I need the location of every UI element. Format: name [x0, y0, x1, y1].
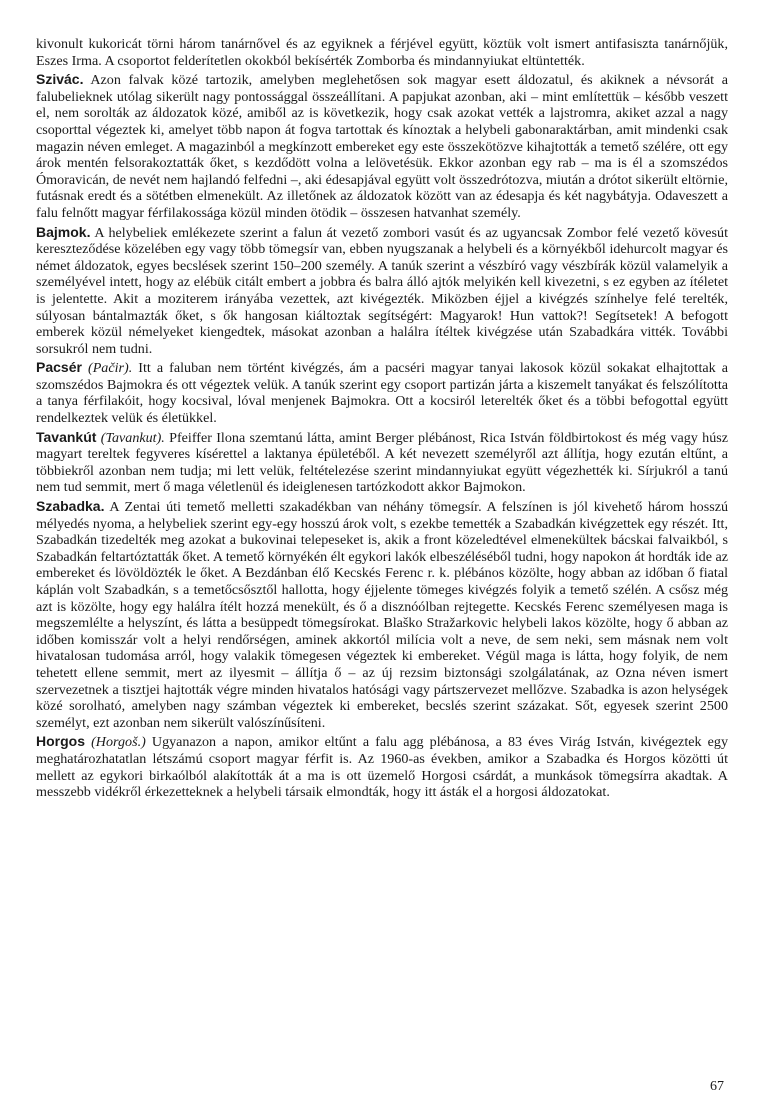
place-heading: Bajmok.: [36, 223, 91, 240]
paragraph-szivac: [36, 71, 728, 221]
paragraph-text: kivonult kukoricát törni három tanárnővel és az egyiknek a férjével együtt, köztük volt ismert antifasiszta tanárnőjük, Eszes Irma. A csoportot felderítetlen okokból bekísérték Zomborba és mindannyiukat eltüntették.: [36, 36, 728, 69]
body-text: [36, 36, 728, 801]
paragraph-continuation: [36, 36, 728, 69]
page-number: 67: [710, 1079, 724, 1094]
place-heading: Szivác.: [36, 71, 84, 88]
paragraph-text: A Zentai úti temető melletti szakadékban van néhány tömegsír. A felszínen is jól kivehető három hosszú mélyedés nyoma, a helybeliek szerint egy-egy hosszú árok volt, s ezekbe temették a Szabadkán kivégzettek egy részét. Itt, Szabadkán tizedelték meg azokat a bukovinai telepeseket is, akik a front közeledtével elmenekültek bácskai falvaikból, s Szabadkán feltartóztatták őket. A temető környékén élt egykori lakók elbeszéléséből tudni, hogy napokon át hordták ide az embereket és lövöldözték le őket. A Bezdánban élő Kecskés Ferenc r. k. plébános közölte, hogy abban az időban ő fiatal káplán volt Szabadkán, s a temetőcsősztől hallotta, hogy éjjelente tömeges kivégzés folyik a temető szélén. A csősz még azt is közölte, hogy egy halálra ítélt hozzá menekült, és ő a disznóólban rejtegette. Kecskés Ferenc személyesen maga is megszemlélte a helyszínt, és látta a besüppedt tömegsírokat. Blaško Stražarkovic helybeli lakos közölte, hogy ő abban az időben komisszár volt a helyi rendőrségen, aminek akkortól milícia volt a neve, de sem neki, sem másnak nem volt hivatalosan tudomása arról, hogy valakik tömegesen végeztek ki embereket. Végül maga is látta, hogy folyik, de nem tehetett ellene semmit, mert az ilyesmit – állítja ő – az új rezsim biztonsági szolgálatának, az Ozna néven ismert szervezetnek a tisztjei hajtották végre minden hivatalos hatósági vagy pártszervezet mellőzve. Szabadka is azon helységek közé sorolható, amelyben nagy számban végeztek ki embereket, becslés szerint százakat. Sőt, egyesek szerint 2500 személyt, ezt azonban nem sikerült valószínűsíteni.: [36, 499, 728, 731]
place-heading: Szabadka.: [36, 498, 105, 515]
place-heading: Horgos: [36, 733, 85, 750]
place-alt-name: (Pačir).: [88, 360, 133, 377]
paragraph-tavankut: [36, 429, 728, 496]
paragraph-pacser: [36, 359, 728, 426]
place-alt-name: (Horgoš.): [91, 734, 146, 751]
place-alt-name: (Tavankut).: [100, 429, 165, 446]
paragraph-text: A helybeliek emlékezete szerint a falun át vezető zombori vasút és az ugyancsak Zombor felé vezető kövesút kereszteződése közelében egy vagy több tömegsír van, ebben nyugszanak a helybeli és a környékből idehurcolt magyar és német áldozatok, egyes becslések szerint 150–200 személy. A tanúk szerint a vészbíró vagy vészbírák közül valamelyik a személyével intett, hogy az elébük citált embert a jobbra és balra álló ajtók melyikén kell kivezetni, s ez egyben az ítéletet is jelentette. Akit a moziterem irányába vezettek, azt kivégezték. Miközben éjjel a kivégzés színhelye felé terelték, súlyosan bántalmazták őket, s ők hangosan kiáltoztak segítségért: Magyarok! Hun vattok?! Segítsetek! A befogott emberek közül némelyeket kiengedtek, másokat azonban a halálra ítéltek kivégzése után Szabadkára vitték. További sorsukról nem tudni.: [36, 224, 728, 357]
paragraph-szabadka: [36, 498, 728, 731]
paragraph-horgos: [36, 733, 728, 800]
paragraph-bajmok: [36, 224, 728, 358]
paragraph-text: Pfeiffer Ilona szemtanú látta, amint Berger plébánost, Rica István földbirtokost és még vagy húsz magyart tereltek fegyveres kísérettel a laktanya épületéből. A két nevezett személyről azt állítja, hogy ezután eltűnt, a többiekről azonban nem tudja; mi lett velük, feltételezése szerint mindannyiukat együtt végezhették ki. Sírjukról a tanú nem tud semmit, mert ő maga véletlenül és ideiglenesen tartózkodott akkor Bajmokon.: [36, 429, 728, 496]
place-heading: Pacsér: [36, 359, 82, 376]
paragraph-text: Ugyanazon a napon, amikor eltűnt a falu agg plébánosa, a 83 éves Virág István, kivégeztek egy meghatározhatatlan létszámú csoport magyar férfit is. Az 1960-as években, amikor a Szabadka és Horgos közötti út mellett az egykori birkaólból alakították át a ma is ott üzemelő Horgosi csárdát, a munkások tömegsírra akadtak. A messzebb vidékről érkezetteknek a helybeli társaik elmondták, hogy itt ásták el a horgosi áldozatokat.: [36, 734, 728, 801]
place-heading: Tavankút: [36, 428, 97, 445]
paragraph-text: Itt a faluban nem történt kivégzés, ám a pacséri magyar tanyai lakosok közül sokakat elhajtottak a szomszédos Bajmokra és ott végeztek velük. A tanúk szerint egy csoport partizán járta a kiszemelt tanyákat és felszólította a tanya férfilakóit, hogy kocsival, lóval menjenek Bajmokra. Ott a kocsiról leterelték őket és a többi befogottal együtt rendelkeztek velük és életükkel.: [36, 360, 729, 427]
paragraph-text: Azon falvak közé tartozik, amelyben meglehetősen sok magyar esett áldozatul, és akiknek a névsorát a falubelieknek utólag sikerült nagy pontossággal összeállítani. A papjukat azonban, aki – mint említettük – később veszett el, nem sorolták az áldozatok közé, amiből az is következik, hogy csak azokat vették a lajstromra, akiket azzal a nagy csoporttal végeztek ki, amelyet több napon át fogva tartottak és kínoztak a helybeli gabonaraktárban, amit mindenki csak magazin néven emleget. A magazinból a megkínzott embereket egy este összekötözve kihajtották a temető szélére, ott egy árok mentén felsorakoztatták őket, s kezdődött volna a lelövetésük. Ekkor azonban egy rab – ma is él a szomszédos Ómoravicán, de nevét nem hajlandó felfedni –, aki édesapjával együtt volt összedrótozva, miután a drótot sikerült eltörnie, futásnak eredt és a sötétben elmenekült. Az illetőnek az áldozatok között van az édesapja és két nagybátyja. Odaveszett a falu felnőtt magyar férfilakossága közül minden ötödik – összesen hatvanhat személy.: [36, 72, 728, 221]
